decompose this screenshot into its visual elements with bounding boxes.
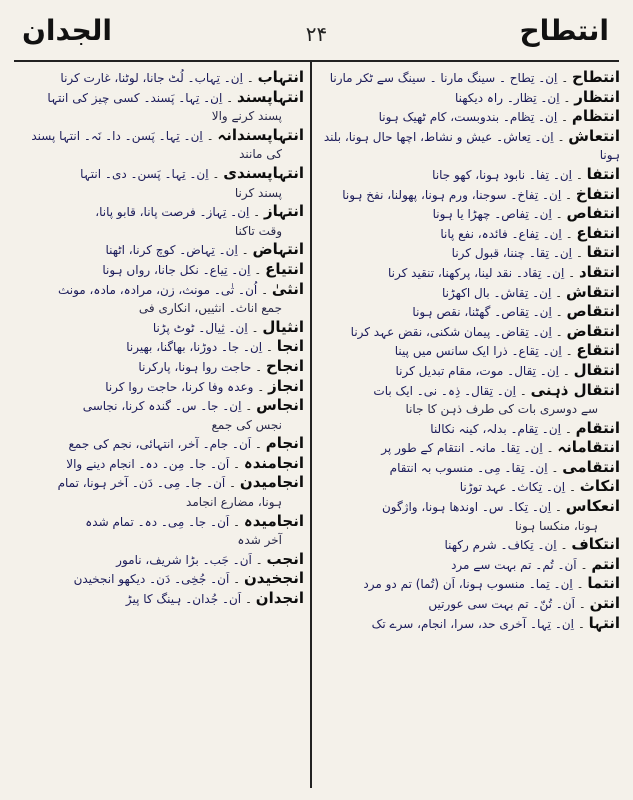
entry-headword: انجامندہ: [243, 453, 304, 472]
entry-definition: اِن۔ تِفاع۔ فائدہ، نفع پانا: [440, 226, 562, 241]
dictionary-entry: [14, 126, 304, 146]
dictionary-entry: [14, 88, 304, 108]
entry-headword: انجاز: [268, 376, 304, 395]
entry-headword: انتقاد: [578, 262, 620, 281]
entry-separator: ۔: [551, 285, 566, 300]
entry-headword: انجامیدہ: [243, 511, 304, 530]
dictionary-entry: [14, 280, 304, 300]
entry-definition: اِن۔ تِہا۔ آخری حد، سرا، انجام، سرے تک: [371, 616, 574, 631]
entry-headword: انتہاپسند: [236, 87, 304, 106]
entry-separator: ۔: [574, 616, 589, 631]
entry-continuation: پسند کرنا: [234, 185, 282, 200]
dictionary-entry: [320, 185, 620, 205]
entry-definition: اِن۔ تِعاش۔ عیش و نشاط، اچھا حال ہونا، بلند ہونا: [323, 129, 620, 163]
entry-headword: انجا: [276, 337, 304, 356]
dictionary-entry: [320, 497, 620, 517]
right-running-headword: انتطاح: [519, 14, 609, 47]
entry-headword: انجخیدن: [244, 569, 304, 588]
dictionary-entry: [14, 473, 304, 493]
entry-headword: انتما: [587, 574, 620, 593]
entry-separator: ۔: [202, 128, 218, 143]
entry-headword: انتیاع: [265, 259, 304, 278]
entry-separator: ۔: [565, 480, 580, 495]
entry-headword: انتقاص: [566, 302, 620, 321]
entry-separator: ۔: [557, 71, 573, 85]
entry-definition: اِن۔ تِکاث۔ عہد توڑنا: [459, 480, 566, 495]
entry-separator: ۔: [564, 265, 579, 280]
dictionary-entry: [320, 243, 620, 263]
entry-separator: ۔: [251, 437, 266, 452]
entry-definition: اِن۔ تِقا۔ مانہ۔ انتقام کے طور پر: [381, 441, 543, 456]
entry-definition: اِن۔ تِہا۔ پَسن۔ دی۔ انتہا: [80, 166, 209, 181]
entry-separator: ۔: [208, 166, 224, 181]
entry-definition: اِن۔ تِظار۔ راہ دیکھنا: [454, 90, 560, 105]
dictionary-entry: [320, 263, 620, 283]
entry-definition: اِن۔ تِہاب۔ لُٹ جانا، لوٹنا، غارت کرنا: [60, 71, 243, 85]
entry-headword: انجام: [265, 434, 304, 453]
dictionary-entry: [14, 357, 304, 377]
dictionary-entry: [320, 574, 620, 594]
entry-separator: ۔: [542, 441, 558, 456]
entry-separator: ۔: [551, 305, 567, 320]
dictionary-entry: [320, 535, 620, 555]
entry-definition: اُن۔ ثٰی۔ مونث، زن، مرادہ، مادہ، مونث: [57, 282, 258, 297]
dictionary-entry: [320, 438, 620, 458]
dictionary-entry: [320, 555, 620, 575]
entry-definition: اِن۔ تِقاد۔ نقد لینا، پرکھنا، تنقید کرنا: [388, 265, 565, 280]
entry-continuation: ہونا، منکسا ہونا: [515, 518, 598, 533]
entry-definition: اِن۔ تِقاص۔ گھٹنا، نقص ہونا: [412, 305, 552, 320]
dictionary-entry: [14, 318, 304, 338]
dictionary-entry: [320, 381, 620, 401]
entry-definition: اِن۔ تِقام۔ بدلہ، کینہ نکالنا: [430, 421, 561, 436]
entry-continuation: آخر شدہ: [237, 533, 282, 548]
entry-headword: انتہاض: [252, 240, 304, 259]
entry-separator: ۔: [559, 90, 575, 105]
entry-definition: اِن۔ تِہاض۔ کوچ کرنا، اٹھنا: [105, 243, 238, 258]
entry-headword: انتقاش: [565, 282, 620, 301]
dictionary-entry: [320, 361, 620, 381]
entry-definition: اَن۔ تُنّ۔ تم بہت سی عورتیں: [428, 597, 575, 612]
entry-headword: انجاس: [256, 396, 304, 415]
entry-separator: ۔: [561, 344, 577, 359]
dictionary-entry: [14, 550, 304, 570]
entry-definition: اِن۔ تِکاف۔ شرم رکھنا: [444, 538, 557, 553]
dictionary-entry: [320, 88, 620, 108]
dictionary-entry: [14, 337, 304, 357]
entry-headword: انتہاپسندانہ: [217, 125, 304, 144]
dictionary-entry: [14, 164, 304, 184]
entry-continuation: وقت تاکنا: [234, 223, 282, 238]
entry-definition: اَن۔ جا۔ مِی۔ دَن۔ آخر ہونا، تمام: [57, 476, 226, 491]
entry-definition: اَن۔ جام۔ آخر، انتہائی، نجم کی جمع: [68, 437, 252, 452]
dictionary-entry: [320, 127, 620, 165]
entry-definition: حاجت روا ہونا، پارکرنا: [138, 359, 252, 374]
entry-definition: اَن۔ تُم۔ تم بہت سے مرد: [451, 557, 577, 572]
entry-headword: انتطاح: [572, 68, 620, 86]
entry-separator: ۔: [561, 226, 577, 241]
entry-separator: ۔: [574, 597, 590, 612]
entry-definition: اَن۔ جَب۔ بڑا شریف، نامور: [116, 552, 252, 567]
entry-separator: ۔: [241, 592, 256, 607]
entry-definition: اَن۔ جا۔ مِی۔ دہ۔ تمام شدہ: [85, 514, 230, 529]
entry-separator: ۔: [558, 363, 574, 378]
entry-separator: ۔: [241, 399, 257, 414]
entry-definition: اِن۔ تِہا۔ پَسن۔ دا۔ نَہ۔ انتہا پسند: [31, 128, 203, 143]
entry-definition: اِن۔ تِفاص۔ چھڑا یا ہونا: [432, 207, 552, 222]
entry-definition: اَن۔ جُخِی۔ دَن۔ دیکھو انجخیدن: [73, 572, 230, 587]
entry-headword: انتقال ذہنی: [530, 380, 620, 399]
entry-separator: ۔: [253, 379, 269, 394]
entry-definition: اِن۔ تِقال۔ موت، مقام تبدیل کرنا: [395, 363, 559, 378]
dictionary-entry: [14, 377, 304, 397]
entry-headword: انتہا: [588, 613, 620, 632]
entry-definition: اِن۔ تِیاع۔ نکل جانا، رواں ہونا: [102, 262, 251, 277]
entry-headword: انتقام: [575, 418, 620, 437]
entry-separator: ۔: [251, 552, 267, 567]
dictionary-entry: [320, 107, 620, 127]
entry-separator: ۔: [225, 476, 240, 491]
entry-headword: انتقاض: [566, 321, 620, 340]
page-number: ۲۴: [305, 22, 328, 46]
entry-headword: انتقامی: [562, 457, 620, 476]
entry-definition: اِن۔ تِطاح ۔ سینگ مارنا ۔ سینگ سے ٹکر مارنا: [329, 71, 558, 85]
entry-separator: ۔: [557, 110, 572, 125]
entry-separator: ۔: [229, 456, 244, 471]
entry-separator: ۔: [229, 514, 244, 529]
entry-separator: ۔: [251, 359, 266, 374]
entry-headword: انتعاش: [568, 126, 620, 145]
dictionary-entry: [320, 614, 620, 634]
entry-headword: انثیال: [262, 317, 304, 336]
entry-definition: اِن۔ جا۔ س۔ گندہ کرنا، نجاسی: [82, 399, 242, 414]
entry-definition: اَن۔ جا۔ مِن۔ دہ۔ انجام دینے والا: [66, 456, 230, 471]
entry-separator: ۔: [262, 340, 277, 355]
entry-headword: انتظار: [574, 87, 620, 106]
dictionary-entry: [14, 434, 304, 454]
dictionary-entry: [14, 454, 304, 474]
entry-definition: اِن۔ تِقا۔ مِی۔ منسوب بہ انتقام: [389, 460, 548, 475]
dictionary-entry: [320, 283, 620, 303]
entry-definition: وعدہ وفا کرنا، حاجت روا کرنا: [105, 379, 254, 394]
left-column: [14, 68, 304, 609]
entry-headword: انتفا: [586, 164, 620, 183]
entry-definition: اِن۔ تِفاخ۔ سوجنا، ورم ہونا، پھولنا، نفخ ہونا: [342, 187, 562, 202]
column-divider: [310, 62, 312, 788]
entry-separator: ۔: [515, 383, 531, 398]
entry-separator: ۔: [547, 460, 563, 475]
entry-definition: اِن۔ تِکا۔ س۔ اوندھا ہونا، واژگون: [381, 500, 552, 515]
entry-separator: ۔: [572, 246, 587, 261]
entry-definition: اِن۔ جا۔ دوڑنا، بھاگنا، بھیرنا: [126, 340, 263, 355]
header-rule: [14, 60, 619, 62]
entry-separator: ۔: [257, 282, 272, 297]
entry-headword: انتم: [591, 554, 620, 573]
dictionary-entry: [320, 165, 620, 185]
dictionary-entry: [320, 68, 620, 88]
entry-continuation: جمع اناث۔ انثییں، انکاری فی: [138, 301, 282, 316]
entry-headword: انتہاز: [264, 202, 304, 221]
entry-definition: اِن۔ تِظام۔ بندوبست، کام ٹھیک ہونا: [378, 110, 558, 125]
entry-headword: انجدان: [255, 589, 304, 608]
entry-definition: اِن۔ تِقاع۔ ذرا ایک سانس میں پینا: [394, 344, 562, 359]
entry-definition: اِن۔ تِقال۔ ذِہ۔ نی۔ ایک بات: [373, 383, 516, 398]
dictionary-entry: [320, 302, 620, 322]
entry-continuation: سے دوسری بات کی طرف ذہن کا جانا: [405, 402, 598, 417]
entry-headword: انتہاپسندی: [223, 163, 304, 182]
left-running-headword: الجدان: [22, 14, 112, 47]
entry-definition: اَن۔ جُدان۔ ہینگ کا پیڑ: [125, 592, 242, 607]
entry-definition: اِن۔ ثِیال۔ ٹوٹ پڑنا: [152, 320, 248, 335]
page-header: [14, 10, 619, 60]
dictionary-entry: [14, 260, 304, 280]
entry-separator: ۔: [561, 421, 576, 436]
entry-continuation: پسند کرنے والا: [211, 109, 282, 124]
entry-separator: ۔: [556, 538, 572, 553]
entry-headword: انتقال: [573, 360, 620, 379]
dictionary-entry: [14, 396, 304, 416]
dictionary-entry: [320, 458, 620, 478]
entry-separator: ۔: [247, 320, 263, 335]
entry-separator: ۔: [572, 167, 587, 182]
right-column: [320, 68, 620, 633]
entry-headword: انتن: [589, 594, 620, 613]
entry-headword: انتفاع: [576, 223, 620, 242]
entry-separator: ۔: [576, 557, 592, 572]
entry-separator: ۔: [553, 129, 569, 144]
entry-definition: اِن۔ تِما۔ منسوب ہونا، اَن (تُما) تم دو مرد: [363, 577, 573, 592]
entry-headword: انتظام: [571, 107, 620, 126]
entry-separator: ۔: [551, 207, 567, 222]
entry-definition: اِن۔ تِہا۔ پَسند۔ کسی چیز کی انتہا: [47, 90, 223, 105]
dictionary-entry: [14, 589, 304, 609]
dictionary-entry: [320, 477, 620, 497]
entry-separator: ۔: [561, 187, 576, 202]
entry-headword: انتفاخ: [575, 184, 620, 203]
entry-headword: انثیٰ: [271, 279, 304, 298]
entry-headword: انتقا: [586, 243, 620, 262]
entry-separator: ۔: [572, 577, 588, 592]
entry-separator: ۔: [551, 324, 567, 339]
entry-separator: ۔: [222, 90, 237, 105]
dictionary-entry: [320, 419, 620, 439]
dictionary-entry: [320, 341, 620, 361]
entry-separator: ۔: [237, 243, 253, 258]
dictionary-entry: [320, 322, 620, 342]
dictionary-entry: [14, 512, 304, 532]
dictionary-entry: [320, 224, 620, 244]
entry-headword: انکاث: [579, 477, 620, 496]
entry-definition: اِن۔ تِقاش۔ بال اکھڑنا: [442, 285, 552, 300]
entry-separator: ۔: [229, 572, 244, 587]
entry-separator: ۔: [249, 205, 265, 220]
entry-definition: اِن۔ تِقا۔ چننا، قبول کرنا: [451, 246, 572, 261]
entry-definition: اِن۔ تِفا۔ نابود ہونا، کھو جانا: [432, 167, 572, 182]
entry-definition: اِن۔ تِہاز۔ فرصت پانا، قابو پانا،: [95, 205, 250, 220]
dictionary-entry: [14, 240, 304, 260]
dictionary-entry: [14, 569, 304, 589]
entry-headword: انتکاف: [571, 535, 620, 554]
dictionary-entry: [320, 204, 620, 224]
entry-headword: انتقاع: [576, 341, 620, 360]
entry-headword: انتفاص: [566, 204, 620, 223]
dictionary-entry: [320, 594, 620, 614]
entry-continuation: ہونا، مضارع انجامد: [186, 495, 282, 510]
entry-headword: انعکاس: [565, 497, 620, 516]
entry-separator: ۔: [551, 500, 566, 515]
entry-continuation: نجس کی جمع: [211, 417, 282, 432]
entry-headword: انجاح: [265, 356, 304, 375]
dictionary-entry: [14, 68, 304, 88]
entry-headword: انتقامانہ: [557, 438, 620, 457]
entry-definition: اِن۔ تِقاض۔ پیمان شکنی، نقض عہد کرنا: [350, 324, 552, 339]
dictionary-entry: [14, 202, 304, 222]
entry-continuation: کی مانند: [239, 147, 282, 162]
entry-separator: ۔: [242, 71, 258, 85]
entry-headword: انجب: [266, 549, 304, 568]
entry-separator: ۔: [250, 262, 266, 277]
entry-headword: انجامیدن: [239, 473, 304, 492]
entry-headword: انتہاب: [257, 68, 304, 86]
